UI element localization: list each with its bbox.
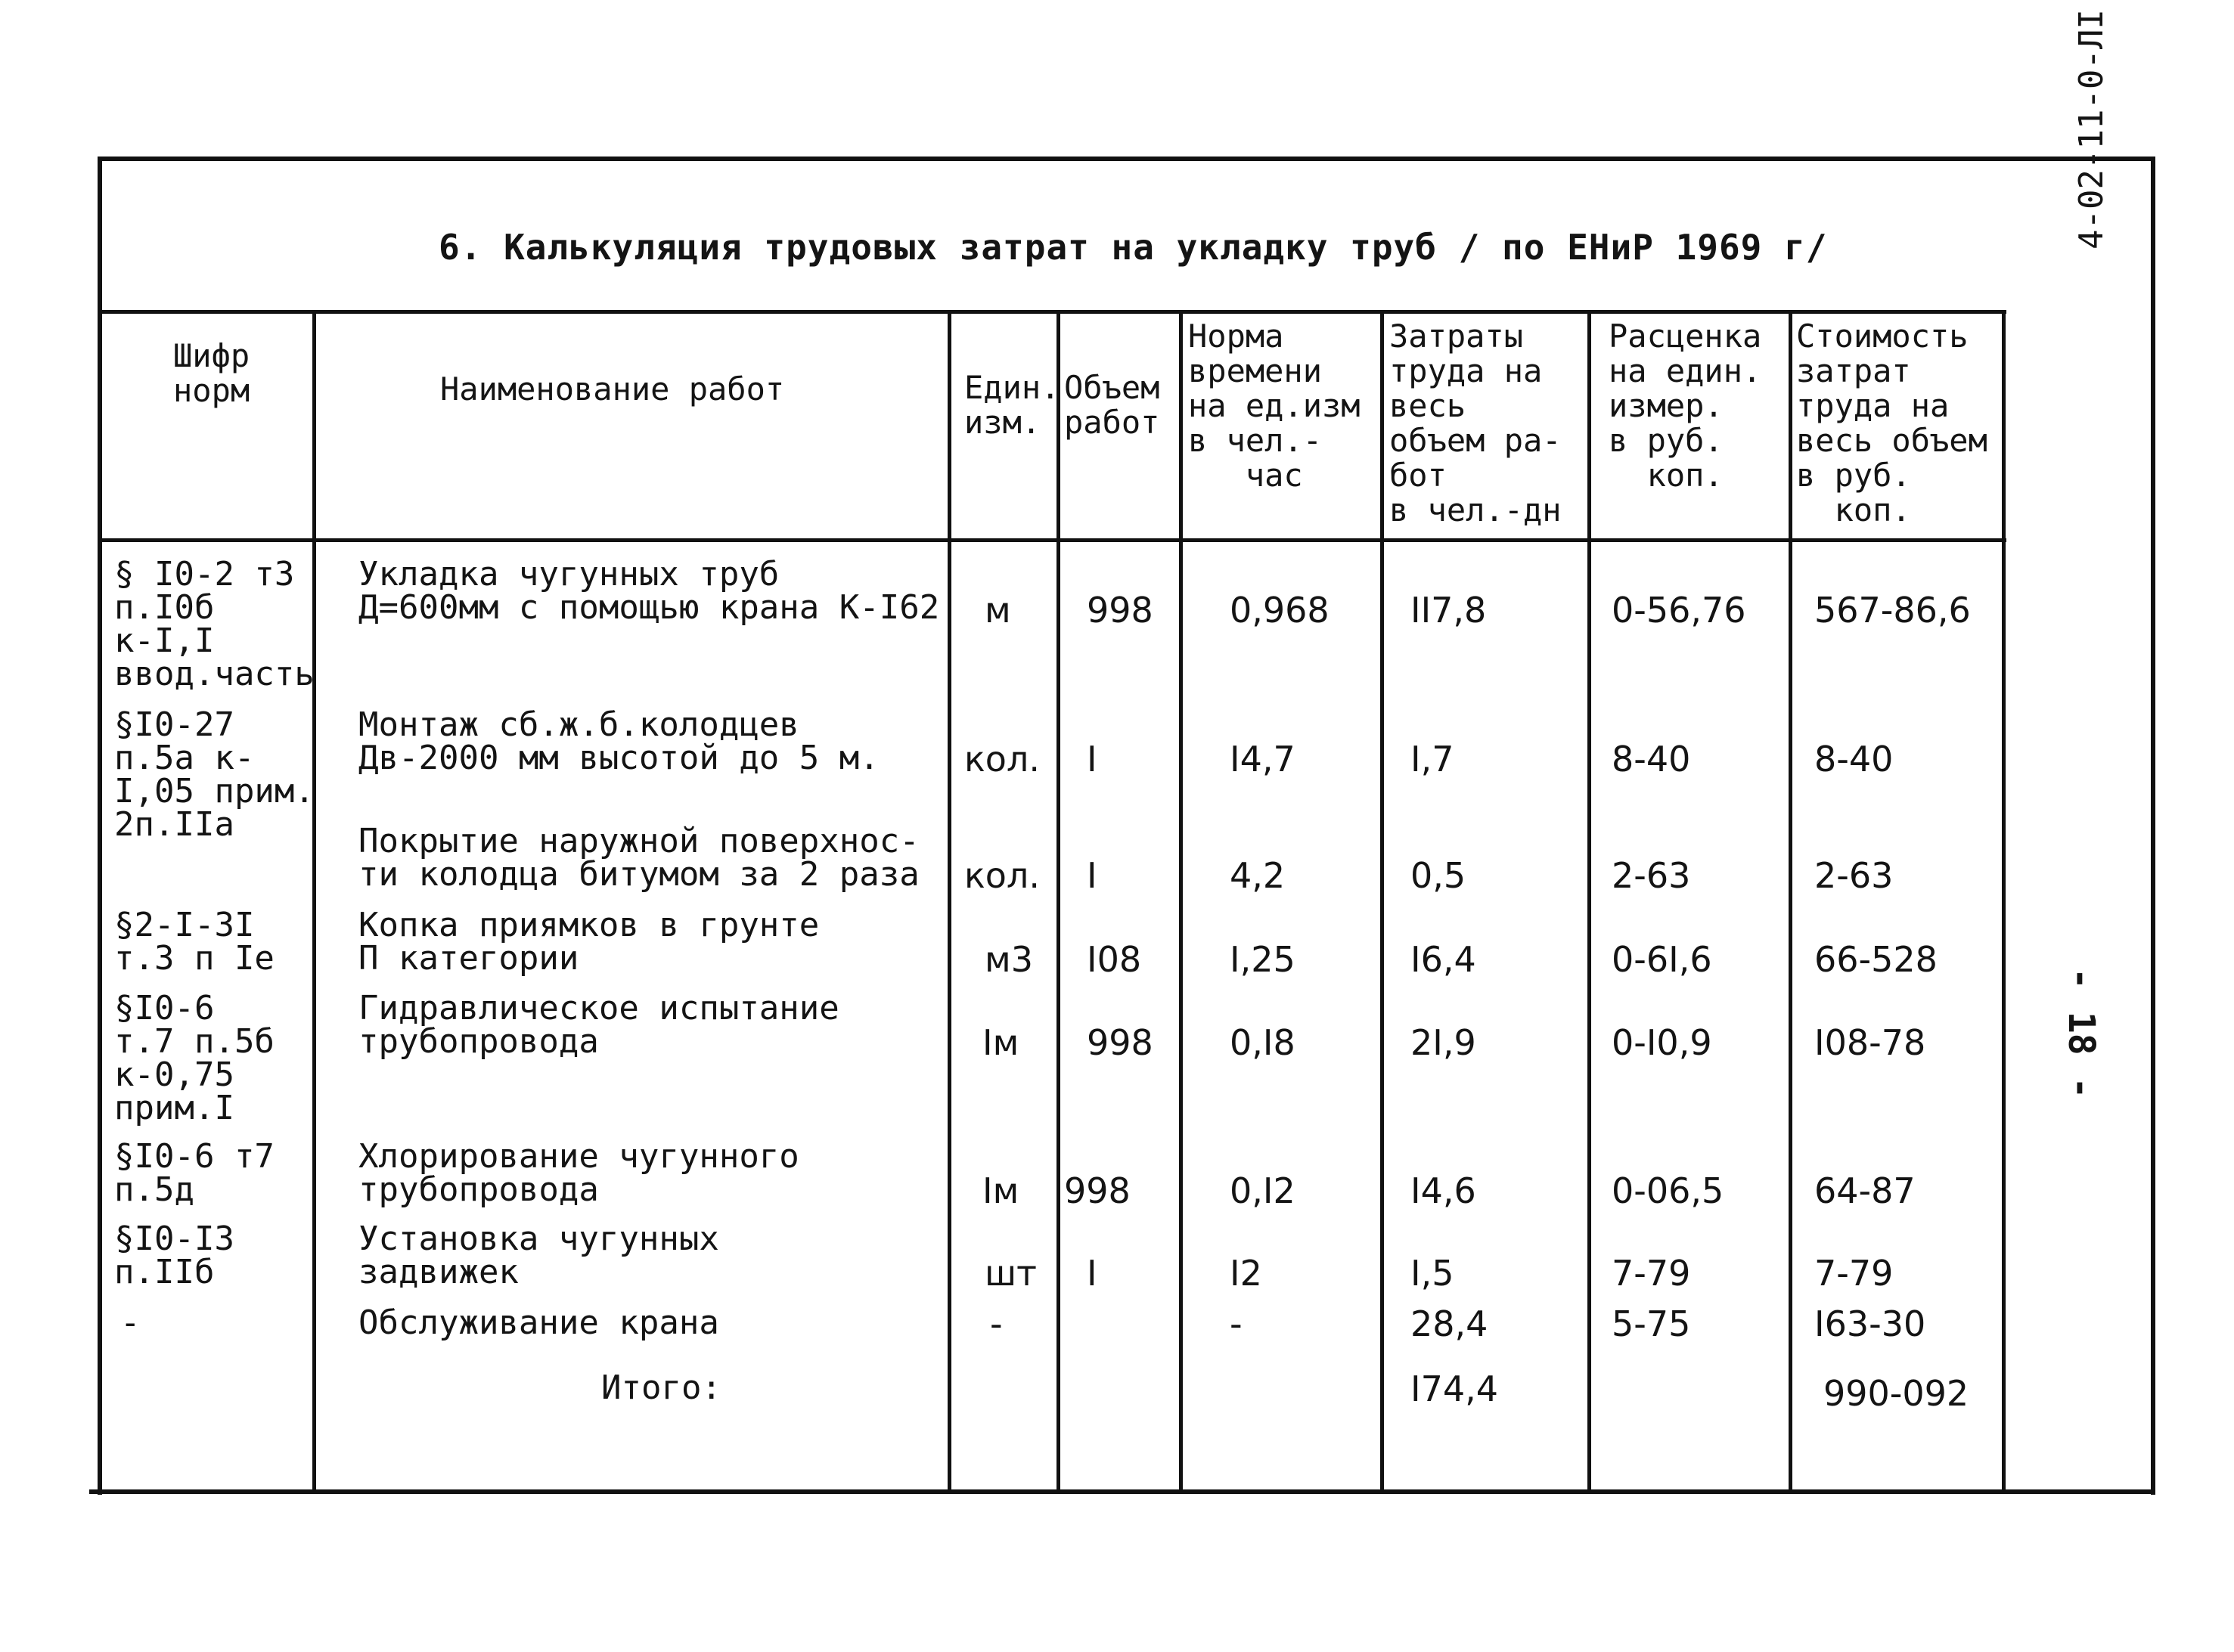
row-code: §I0-27 п.5а к- I,05 прим. 2п.IIа xyxy=(114,705,315,844)
row-rate: 0-06,5 xyxy=(1612,1170,1724,1211)
row-labor: I6,4 xyxy=(1410,939,1476,980)
row-volume: 998 xyxy=(1087,590,1153,631)
row-rate: 0-I0,9 xyxy=(1612,1022,1712,1063)
row-norm: 0,I8 xyxy=(1230,1022,1295,1063)
row-name: Укладка чугунных труб Д=600мм с помощью крана К-I62 xyxy=(358,555,940,627)
row-cost: I08-78 xyxy=(1814,1022,1926,1063)
row-volume: I xyxy=(1087,1253,1097,1294)
total-labor: I74,4 xyxy=(1410,1368,1498,1409)
row-unit: Iм xyxy=(982,1022,1019,1063)
row-cost: 7-79 xyxy=(1814,1253,1894,1294)
column-divider xyxy=(1380,310,1384,1494)
header-bottom-rule xyxy=(98,538,2006,542)
row-name: Монтаж сб.ж.б.колодцев Дв-2000 мм высотой до 5 м. xyxy=(358,705,880,777)
row-unit: кол. xyxy=(964,855,1040,896)
header-unit: Един. изм. xyxy=(964,369,1060,441)
document-title: 6. Калькуляция трудовых затрат на укладку труб / по ЕНиР 1969 г/ xyxy=(439,227,1828,268)
row-rate: 5-75 xyxy=(1612,1303,1691,1344)
row-labor: I,5 xyxy=(1410,1253,1454,1294)
row-name: Установка чугунных задвижек xyxy=(358,1220,719,1291)
column-divider xyxy=(1179,310,1183,1494)
row-labor: I4,6 xyxy=(1410,1170,1476,1211)
row-volume: I08 xyxy=(1087,939,1142,980)
row-volume: I xyxy=(1087,855,1097,896)
row-code: § I0-2 т3 п.I0б к-I,I ввод.часть xyxy=(114,555,315,693)
row-norm: 0,968 xyxy=(1230,590,1330,631)
header-code: Шифр норм xyxy=(173,337,250,409)
row-unit: - xyxy=(990,1303,1003,1344)
header-cost: Стоимость затрат труда на весь объем в руб. коп. xyxy=(1796,318,1987,528)
column-divider xyxy=(312,310,316,1494)
row-norm: I2 xyxy=(1230,1253,1262,1294)
document-side-code: 4-02-11-0-ЛІ xyxy=(2072,9,2111,250)
page-number: - 18 - xyxy=(2060,968,2102,1099)
header-labor: Затраты труда на весь объем ра- бот в чел.-дн xyxy=(1389,318,1562,528)
column-divider xyxy=(948,310,951,1494)
row-cost: 2-63 xyxy=(1814,855,1894,896)
row-name: Гидравлическое испытание трубопровода xyxy=(358,989,839,1061)
row-code: §I0-I3 п.IIб xyxy=(114,1220,234,1291)
header-volume: Объем работ xyxy=(1064,369,1160,441)
column-divider xyxy=(1056,310,1060,1494)
header-norm: Норма времени на ед.изм в чел.- час xyxy=(1188,318,1361,494)
row-volume: 998 xyxy=(1064,1170,1131,1211)
row-unit: шт xyxy=(985,1253,1037,1294)
row-name: Копка приямков в грунте П категории xyxy=(358,906,820,978)
row-cost: 567-86,6 xyxy=(1814,590,1971,631)
row-volume: 998 xyxy=(1087,1022,1153,1063)
row-norm: 4,2 xyxy=(1230,855,1286,896)
header-name: Наименование работ xyxy=(440,370,785,408)
row-labor: 0,5 xyxy=(1410,855,1466,896)
row-unit: кол. xyxy=(964,739,1040,780)
row-code: §I0-6 т.7 п.5б к-0,75 прим.I xyxy=(114,989,275,1127)
total-label: Итого: xyxy=(601,1368,721,1407)
row-norm: I,25 xyxy=(1230,939,1295,980)
labor-cost-table xyxy=(98,310,2006,1494)
row-unit: Iм xyxy=(982,1170,1019,1211)
row-labor: I,7 xyxy=(1410,739,1454,780)
frame-top-border xyxy=(100,157,2155,161)
row-cost: I63-30 xyxy=(1814,1303,1926,1344)
header-rate: Расценка на един. измер. в руб. коп. xyxy=(1609,318,1762,494)
row-labor: II7,8 xyxy=(1410,590,1487,631)
row-labor: 28,4 xyxy=(1410,1303,1488,1344)
row-name: Хлорирование чугунного трубопровода xyxy=(358,1137,799,1209)
column-divider xyxy=(2002,310,2006,1494)
row-unit: м xyxy=(985,590,1011,631)
row-code: §I0-6 т7 п.5д xyxy=(114,1137,275,1209)
frame-right-border xyxy=(2151,157,2155,1495)
column-divider xyxy=(1789,310,1792,1494)
table-top-rule xyxy=(98,310,2006,314)
row-name: Покрытие наружной поверхнос- ти колодца битумом за 2 раза xyxy=(358,822,920,894)
row-unit: м3 xyxy=(985,939,1033,980)
row-norm: - xyxy=(1230,1303,1243,1344)
row-name: Обслуживание крана xyxy=(358,1303,719,1342)
row-rate: 7-79 xyxy=(1612,1253,1691,1294)
row-cost: 66-528 xyxy=(1814,939,1938,980)
row-rate: 8-40 xyxy=(1612,739,1691,780)
total-cost: 990-092 xyxy=(1823,1373,1969,1414)
row-code: §2-I-3I т.3 п Iе xyxy=(114,906,275,978)
row-norm: 0,I2 xyxy=(1230,1170,1295,1211)
row-cost: 64-87 xyxy=(1814,1170,1916,1211)
column-divider xyxy=(1587,310,1591,1494)
row-volume: I xyxy=(1087,739,1097,780)
row-cost: 8-40 xyxy=(1814,739,1894,780)
row-norm: I4,7 xyxy=(1230,739,1295,780)
row-rate: 0-6I,6 xyxy=(1612,939,1712,980)
row-rate: 2-63 xyxy=(1612,855,1691,896)
row-rate: 0-56,76 xyxy=(1612,590,1746,631)
row-labor: 2I,9 xyxy=(1410,1022,1476,1063)
row-code: - xyxy=(120,1303,141,1342)
